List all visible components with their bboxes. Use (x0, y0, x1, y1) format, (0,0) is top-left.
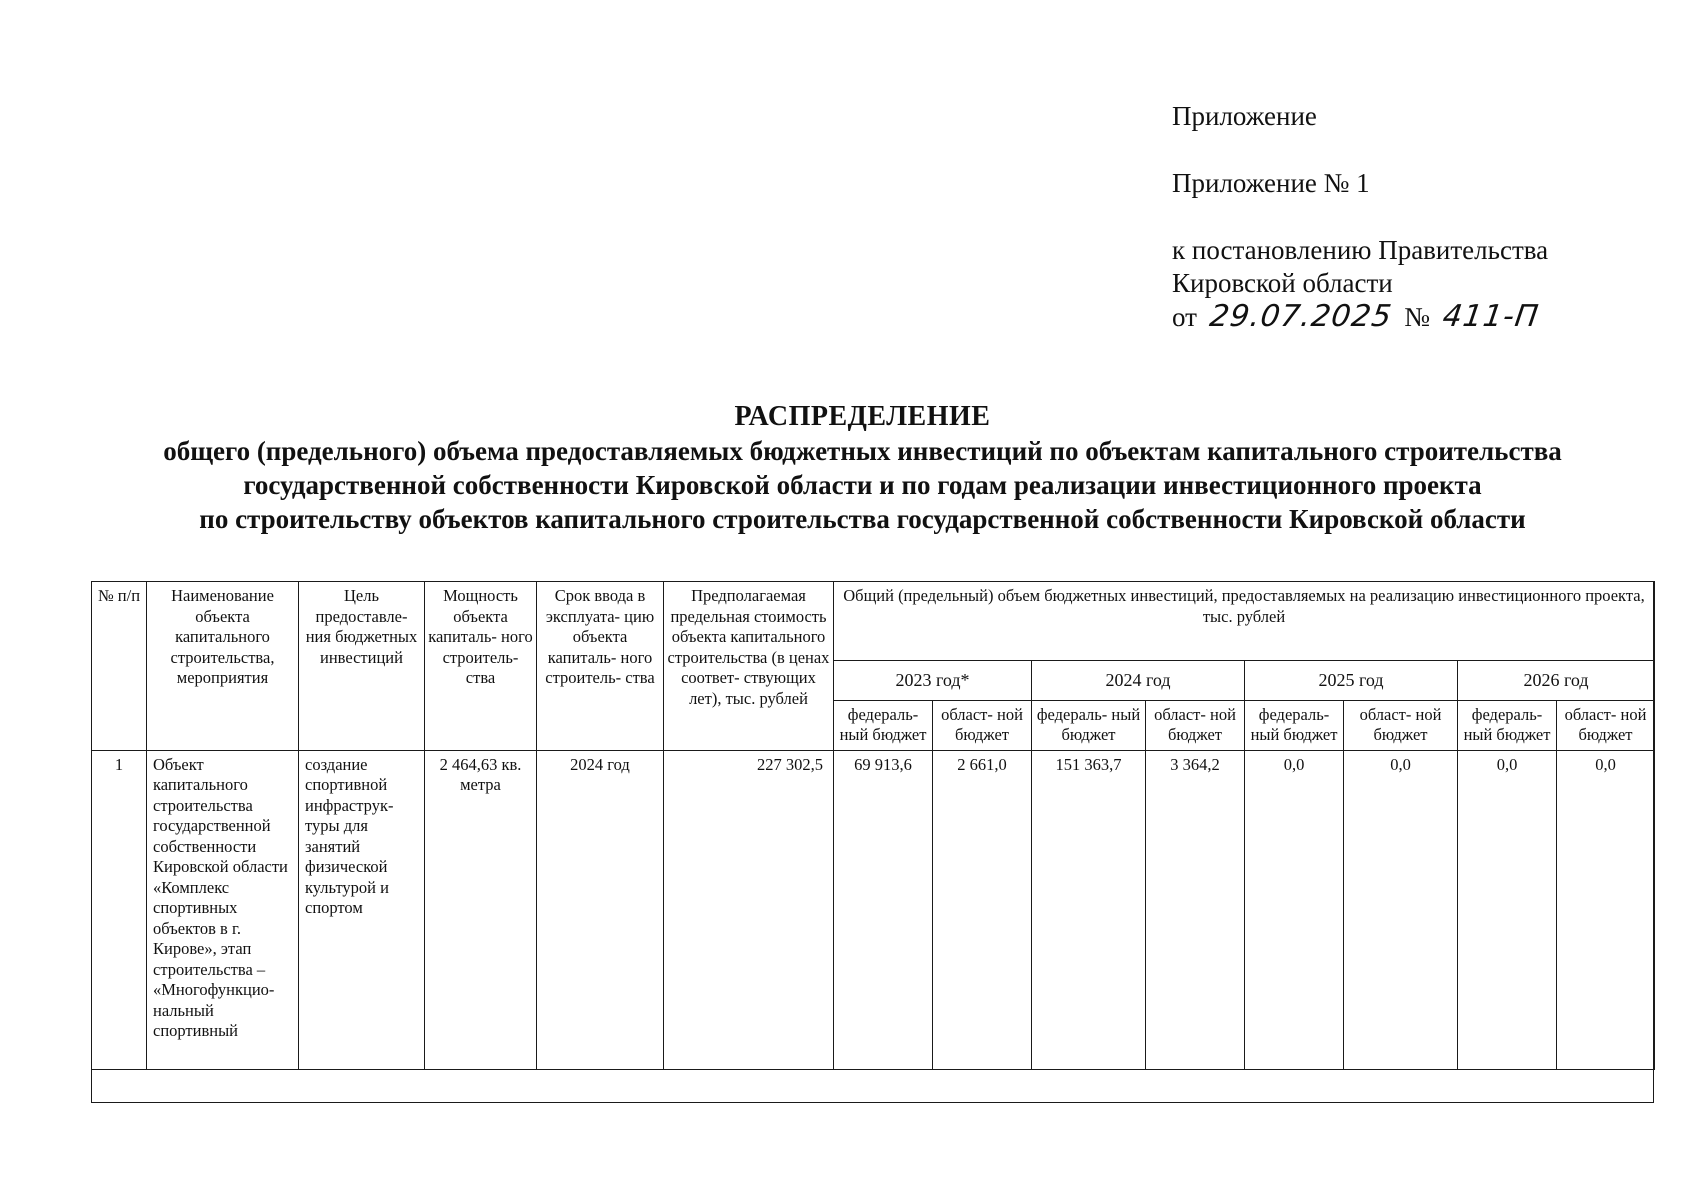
cell-regional-2024: 3 364,2 (1146, 750, 1245, 1069)
header-cost: Предполагаемая предельная стоимость объекта капитального строительства (в ценах соответ- ствующих лет), тыс. рублей (664, 582, 834, 751)
cell-object-name: Объект капитального строительства государственной собственности Кировской области «Комплекс спортивных объектов в г. Кирове», этап строительства – «Многофункцио- нальный спортивный (147, 750, 299, 1069)
header-year-2026: 2026 год (1458, 661, 1655, 701)
cell-cost: 227 302,5 (664, 750, 834, 1069)
handwritten-resolution-number: 411-П (1440, 299, 1541, 334)
header-capacity: Мощность объекта капиталь- ного строитель- ства (425, 582, 537, 751)
resolution-date-line (1172, 300, 1672, 334)
document-title (90, 400, 1635, 536)
header-federal-2024: федераль- ный бюджет (1032, 700, 1146, 750)
resolution-line-2: Кировской области (1172, 268, 1393, 298)
handwritten-date: 29.07.2025 (1207, 299, 1394, 334)
cell-regional-2023: 2 661,0 (933, 750, 1032, 1069)
cell-federal-2023: 69 913,6 (834, 750, 933, 1069)
date-prefix: от (1172, 302, 1197, 332)
cell-federal-2025: 0,0 (1245, 750, 1344, 1069)
cell-capacity: 2 464,63 кв. метра (425, 750, 537, 1069)
header-regional-2023: област- ной бюджет (933, 700, 1032, 750)
header-row-1 (92, 582, 1655, 661)
appendix-number: Приложение № 1 (1172, 168, 1370, 198)
cell-goal: создание спортивной инфраструк- туры для занятий физической культурой и спортом (299, 750, 425, 1069)
header-year-2025: 2025 год (1245, 661, 1458, 701)
cell-term: 2024 год (537, 750, 664, 1069)
header-year-2024: 2024 год (1032, 661, 1245, 701)
title-main: РАСПРЕДЕЛЕНИЕ (734, 401, 991, 432)
cell-num: 1 (92, 750, 147, 1069)
number-sign: № (1404, 302, 1430, 332)
header-num: № п/п (92, 582, 147, 751)
header-goal: Цель предоставле- ния бюджетных инвестиций (299, 582, 425, 751)
cell-regional-2026: 0,0 (1557, 750, 1655, 1069)
header-regional-2025: област- ной бюджет (1344, 700, 1458, 750)
header-total-volume: Общий (предельный) объем бюджетных инвестиций, предоставляемых на реализацию инвестиционного проекта, тыс. рублей (834, 582, 1655, 661)
cell-regional-2025: 0,0 (1344, 750, 1458, 1069)
cell-federal-2026: 0,0 (1458, 750, 1557, 1069)
appendix-block (1172, 100, 1672, 334)
header-regional-2026: област- ной бюджет (1557, 700, 1655, 750)
header-term: Срок ввода в эксплуата- цию объекта капиталь- ного строитель- ства (537, 582, 664, 751)
title-line-3: по строительству объектов капитального строительства государственной собственности Кировской области (199, 504, 1526, 534)
cell-federal-2024: 151 363,7 (1032, 750, 1146, 1069)
header-regional-2024: област- ной бюджет (1146, 700, 1245, 750)
table-row (92, 750, 1655, 1069)
resolution-line-1: к постановлению Правительства (1172, 235, 1549, 265)
investment-table (91, 581, 1655, 1070)
header-name: Наименование объекта капитального строительства, мероприятия (147, 582, 299, 751)
title-line-1: общего (предельного) объема предоставляемых бюджетных инвестиций по объектам капитального строительства (163, 436, 1562, 466)
header-federal-2026: федераль- ный бюджет (1458, 700, 1557, 750)
header-federal-2025: федераль- ный бюджет (1245, 700, 1344, 750)
header-federal-2023: федераль- ный бюджет (834, 700, 933, 750)
title-line-2: государственной собственности Кировской области и по годам реализации инвестиционного проекта (243, 470, 1482, 500)
header-year-2023: 2023 год* (834, 661, 1032, 701)
appendix-label: Приложение (1172, 101, 1317, 131)
